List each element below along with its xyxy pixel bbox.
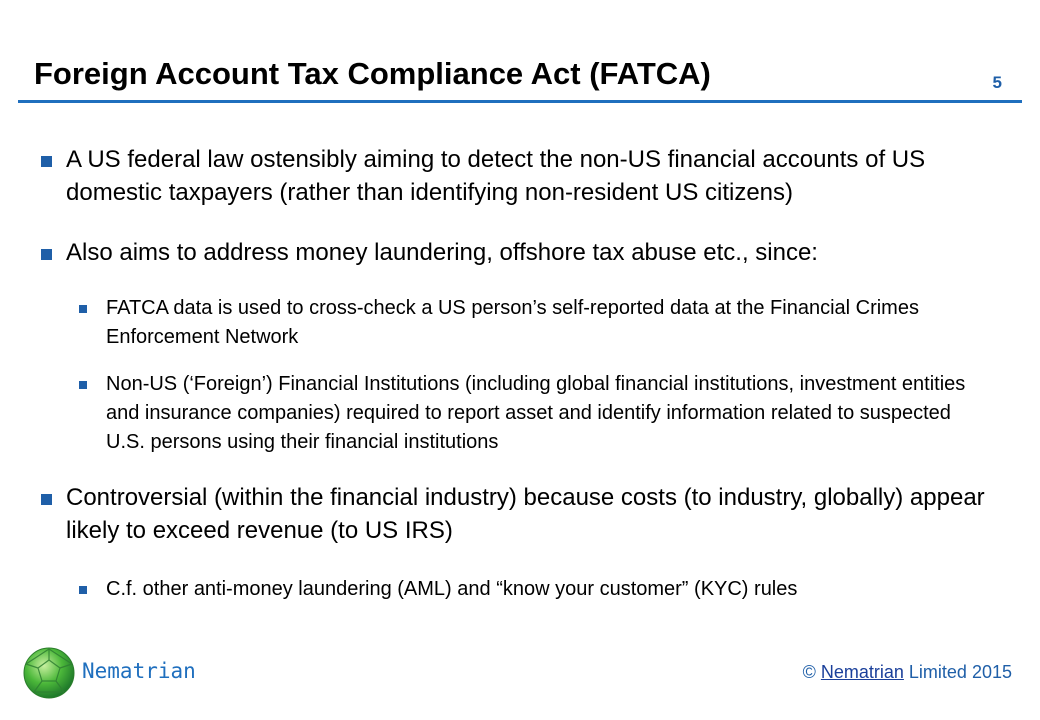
bullet-item-2	[32, 236, 992, 269]
bullet-text: Controversial (within the financial industry) because costs (to industry, globally) appear likely to exceed revenue (to US IRS)	[66, 484, 985, 544]
sub-bullet-text: Non-US (‘Foreign’) Financial Institutions (including global financial institutions, investment entities and insurance companies) required to report asset and identify information related to suspected U.S. persons using their financial institutions	[106, 373, 966, 453]
sub-bullet-item-1	[72, 294, 992, 352]
square-bullet-icon	[41, 249, 52, 260]
bullet-item-1	[32, 143, 992, 209]
title-divider	[18, 100, 1022, 103]
bullet-item-3	[32, 481, 992, 547]
copyright-symbol: ©	[802, 662, 816, 682]
nematrian-link[interactable]: Nematrian	[820, 662, 904, 682]
copyright-text: Limited 2015	[908, 662, 1012, 682]
square-bullet-icon	[79, 381, 87, 389]
bullet-text: A US federal law ostensibly aiming to detect the non-US financial accounts of US domestic taxpayers (rather than identifying non-resident US citizens)	[66, 146, 926, 206]
sub-bullet-item-3	[72, 575, 992, 604]
square-bullet-icon	[41, 156, 52, 167]
slide-number: 5	[992, 73, 1002, 92]
nematrian-logo-icon	[22, 646, 76, 700]
footer-copyright	[803, 662, 1012, 683]
square-bullet-icon	[79, 586, 87, 594]
sub-bullet-item-2	[72, 370, 992, 457]
footer-brand: Nematrian	[82, 659, 196, 683]
bullet-text: Also aims to address money laundering, offshore tax abuse etc., since:	[66, 239, 818, 266]
sub-bullet-text: C.f. other anti-money laundering (AML) and “know your customer” (KYC) rules	[106, 578, 798, 600]
square-bullet-icon	[41, 494, 52, 505]
slide-title: Foreign Account Tax Compliance Act (FATCA)	[34, 56, 711, 91]
sub-bullet-text: FATCA data is used to cross-check a US person’s self-reported data at the Financial Crimes Enforcement Network	[106, 297, 919, 348]
square-bullet-icon	[79, 305, 87, 313]
